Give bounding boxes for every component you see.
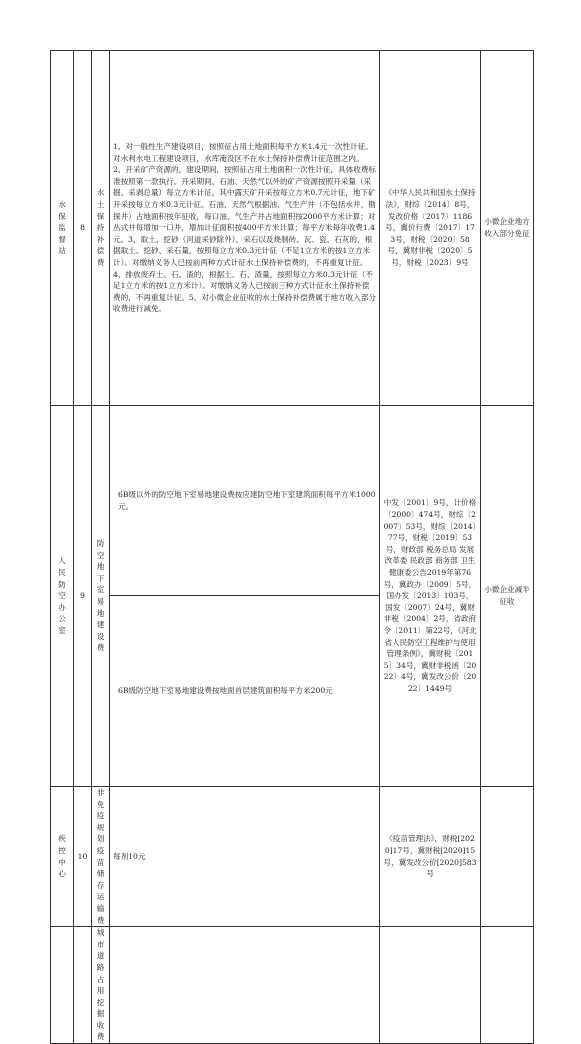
preferential-policy-cell: 小微企业减半征收	[481, 406, 534, 787]
fee-name-cell: 城市道路占用挖掘收费	[92, 927, 110, 1044]
policy-basis-cell: 中发〔2001〕9号，计价格〔2000〕474号，财综〔2007〕53号，财综〔2014〕77号，财税〔2019〕53号，财政部 税务总局 发展改革委 民政部 商务部 卫生健康委公告2019年第76号，冀政办〔2009〕5号，国办发〔2013〕103号，国发〔2007〕24号，冀财非税〔2004〕2号，省政府令〔2011〕第22号，《河北省人民防空工程维护与使用管理条例》，冀财税〔2015〕34号，冀财非税函〔2022〕4号，冀发改公价〔2022〕1449号	[380, 406, 481, 787]
policy-basis-cell	[380, 927, 481, 1044]
preferential-policy-cell	[481, 927, 534, 1044]
fee-name-cell: 非免疫规划疫苗储存运输费	[92, 787, 110, 927]
table-row	[51, 406, 534, 596]
table-row	[51, 51, 534, 406]
fee-standard-cell: 每剂10元	[110, 787, 380, 927]
fee-table	[50, 50, 534, 1044]
department-cell: 水保监督站	[51, 51, 74, 406]
department-cell	[51, 927, 74, 1044]
department-cell: 人民防空办公室	[51, 406, 74, 787]
item-number: 8	[74, 51, 92, 406]
policy-basis-cell: 《疫苗管理法》，财税[2020]17号，冀财税[2020]15号，冀发改公价[2020]583号	[380, 787, 481, 927]
item-number: 9	[74, 406, 92, 787]
preferential-policy-cell: 小微企业地方收入部分免征	[481, 51, 534, 406]
policy-basis-cell: 《中华人民共和国水土保持法》，财综〔2014〕8号，发改价格〔2017〕1186号，冀价行费〔2017〕173号，财税〔2020〕58号，冀财非税〔2020〕5号，财税〔2023〕9号	[380, 51, 481, 406]
item-number: 10	[74, 787, 92, 927]
fee-standard-cell	[110, 927, 380, 1044]
fee-standard-cell: 1、对一般性生产建设项目，按照征占用土地面积每平方米1.4元一次性计征。对水利水电工程建设项目，水库淹没区不在水土保持补偿费计征范围之内。 2、开采矿产资源的，建设期间，按照征占用土地面积一次性计征，具体收费标准按照第一款执行。开采期间，石油、天然气以外的矿产资源按照开采量（采掘、采剥总量）每立方米计征，其中露天矿开采按每立方米0.7元计征，地下矿开采按每立方米0.3元计征。石油、天然气根据油、气生产井（不包括水井、勘探井）占地面积按年征收，每口油、气生产井占地面积按2000平方米计算；对丛式井每增加一口井，增加计征面积按400平方米计算；每平方米每年收费1.4元。3、取土、挖砂（河道采砂除外）、采石以及烧制砖、瓦、瓷、石灰的，根据取土、挖砂、采石量，按照每立方米0.3元计征（不足1立方米的按1立方米计）。对缴纳义务人已按前两种方式计征水土保持补偿费的，不再重复计征。4、排放废弃土、石、渣的，根据土、石、渣量，按照每立方米0.3元计征（不足1立方米的按1立方米计）。对缴纳义务人已按前三种方式计征水土保持补偿费的，不再重复计征。5、对小微企业征收的水土保持补偿费属于地方收入部分收费进行减免。	[110, 51, 380, 406]
item-number	[74, 927, 92, 1044]
department-cell: 疾控中心	[51, 787, 74, 927]
fee-name-cell: 防空地下室易地建设费	[92, 406, 110, 787]
fee-name-cell: 水土保持补偿费	[92, 51, 110, 406]
fee-standard-cell: 6B级防空地下室易地建设费按地面首层建筑面积每平方米200元	[110, 596, 380, 787]
table-row	[51, 927, 534, 1044]
fee-standard-cell: 6B级以外的防空地下室易地建设费按应建防空地下室建筑面积每平方米1000元。	[110, 406, 380, 596]
